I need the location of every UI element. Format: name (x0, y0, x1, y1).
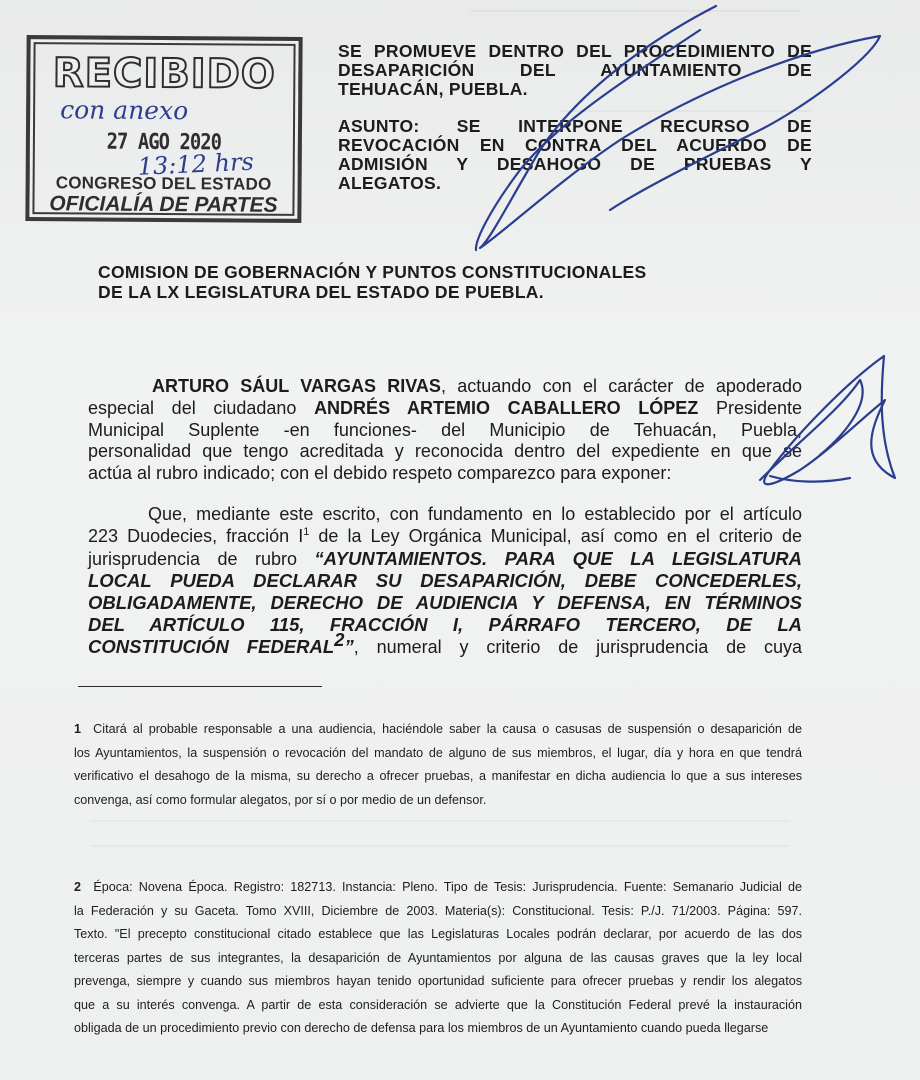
stamp-line-oficialia: OFICIALÍA DE PARTES (49, 192, 278, 217)
footnote-1: 1 Citará al probable responsable a una audiencia, haciéndole saber la causa o casusas de suspensión o desaparición de los Ayuntamientos, la suspensión o revocación del mandato de alguno de sus miembros, el lugar, día y hora en que tendrá verificativo el desahogo de la misma, su derecho a ofrecer pruebas, a manifestar en dicha audiencia lo que a sus intereses convenga, así como formular alegatos, por sí o por medio de un defensor. (74, 722, 803, 807)
jurisprudence-heading: OBLIGADAMENTE, DERECHO DE AUDIENCIA Y DEFENSA, EN TÉRMINOS (88, 592, 802, 614)
paragraph-grounds: Que, mediante este escrito, con fundamento en lo establecido por el artículo 223 Duodecies, fracción $I^1$ de la Ley Orgánica Municipal, así como en el criterio de jurisprudencia de rubro “AYUNTAMIENTOS. PARA QUE LA LEGISLATURA LOCAL PUEDA DECLARAR SU DESAPARICIÓN, DEBE CONCEDERLES, OBLIGADAMENTE, DERECHO DE AUDIENCIA Y DEFENSA, EN TÉRMINOS DEL ARTÍCULO 115, FRACCIÓN I, PÁRRAFO TERCERO, DE LA CONSTITUCIÓN FEDERAL$^2$”, numeral y criterio de jurisprudencia de cuya (88, 503, 802, 657)
stamp-date: 27 AGO 2020 (106, 129, 222, 156)
jurisprudence-heading: CONSTITUCIÓN FEDERAL (88, 635, 335, 657)
signature-loop-right (764, 356, 895, 484)
header-promueve-line: TEHUACÁN, PUEBLA. (338, 79, 528, 99)
header-asunto-line: ALEGATOS. (338, 173, 442, 193)
jurisprudence-heading: “AYUNTAMIENTOS. PARA QUE LA LEGISLATURA (314, 547, 802, 569)
stamp-handwritten-time: 13:12 hrs (137, 147, 255, 181)
signature-loop-right (760, 380, 863, 480)
footnote-ref-2: 2 (334, 628, 345, 650)
jurisprudence-heading: DEL ARTÍCULO 115, FRACCIÓN I, PÁRRAFO TERCERO, DE LA (88, 613, 802, 635)
header-asunto-line: REVOCACIÓN EN CONTRA DEL ACUERDO DE (338, 135, 812, 155)
header-promueve-line: DESAPARICIÓN DEL AYUNTAMIENTO DE (338, 60, 812, 80)
paragraph-appearance: ARTURO SÁUL VARGAS RIVAS, actuando con el carácter de apoderado especial del ciudadano ANDRÉS ARTEMIO CABALLERO LÓPEZ Presidente Municipal Suplente -en funciones- del Municipio de Tehuacán, Puebla, personalidad que tengo acreditada y reconocida dentro del expediente en que se actúa al rubro indicado; con el debido respeto comparezco para exponer: (88, 376, 803, 484)
stamp-handwritten-note: con anexo (60, 95, 189, 126)
footnote-number: 2 (74, 880, 82, 894)
footnote-ref-1: 1 (303, 525, 310, 538)
jurisprudence-heading: LOCAL PUEDA DECLARAR SU DESAPARICIÓN, DEBE CONCEDERLES, (88, 570, 802, 592)
signature-flourish-top (476, 30, 700, 250)
stamp-line-congreso: CONGRESO DEL ESTADO (55, 173, 272, 194)
addressee-line: DE LA LX LEGISLATURA DEL ESTADO DE PUEBLA. (98, 282, 544, 302)
name-attorney: ARTURO SÁUL VARGAS RIVAS (152, 376, 441, 396)
header-asunto-line: ASUNTO: SE INTERPONE RECURSO DE (338, 116, 812, 136)
name-client: ANDRÉS ARTEMIO CABALLERO LÓPEZ (314, 397, 699, 418)
footnote-number: 1 (74, 722, 82, 736)
footnote-2: 2 Época: Novena Época. Registro: 182713. Instancia: Pleno. Tipo de Tesis: Jurisprudencia. Fuente: Semanario Judicial de la Federación y su Gaceta. Tomo XVIII, Diciembre de 2003. Materia(s): Constitucional. Tesis: P./J. 71/2003. Página: 597. Texto. "El precepto constitucional citado establece que las Legislaturas Locales podrán declarar, por acuerdo de las dos terceras partes de sus integrantes, la desaparición de Ayuntamientos por alguna de las causas graves que la ley local prevenga, siempre y cuando sus miembros hayan tenido oportunidad suficiente para ofrecer pruebas y rendir los alegatos que a su interés convenga. A partir de esta consideración se advierte que la Constitución Federal prevé la instauración obligada de un procedimiento previo con derecho de defensa para los miembros de un Ayuntamiento cuando pueda llegarse (74, 880, 802, 1035)
addressee-line: COMISION DE GOBERNACIÓN Y PUNTOS CONSTITUCIONALES (98, 262, 647, 282)
header-asunto-line: ADMISIÓN Y DESAHOGO DE PRUEBAS Y (338, 154, 812, 174)
header-promueve-line: SE PROMUEVE DENTRO DEL PROCEDIMIENTO DE (338, 41, 812, 61)
stamp-title: RECIBIDO (52, 50, 277, 98)
